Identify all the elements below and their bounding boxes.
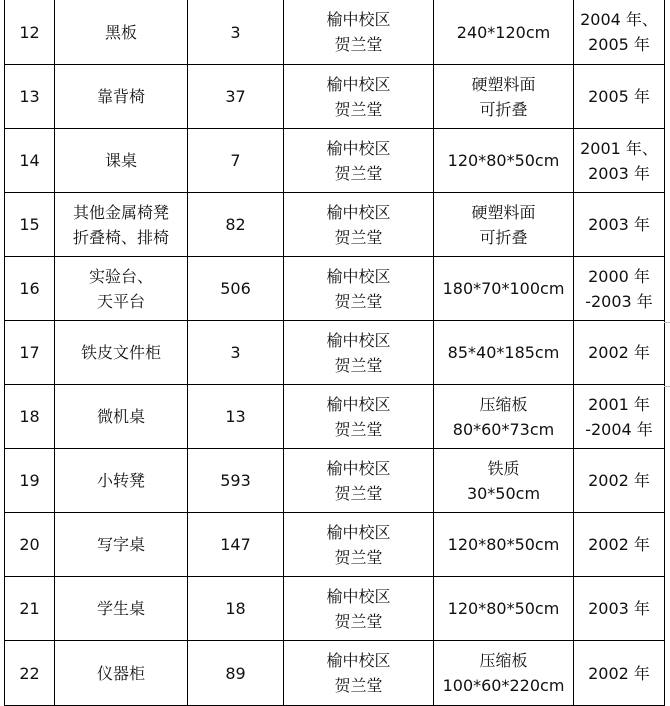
cell-spec-line: 120*80*50cm (447, 599, 560, 618)
table-row (5, 321, 665, 385)
cell-number: 14 (5, 129, 55, 193)
cell-year-line: 2001 年 (588, 394, 650, 414)
cell-location-line: 榆中校区 (326, 586, 391, 606)
cell-location (284, 577, 434, 641)
cell-location-line: 贺兰堂 (334, 291, 383, 311)
cell-name-line: 课桌 (104, 151, 137, 170)
cell-year (574, 577, 665, 641)
cell-year-line: 2002 年 (588, 535, 650, 554)
cell-name-line: 天平台 (96, 291, 145, 311)
cell-location-line: 榆中校区 (326, 74, 391, 94)
cell-spec-line: 180*70*100cm (442, 279, 565, 298)
cell-year (574, 65, 665, 129)
cell-year-line: 2005 年 (588, 87, 650, 106)
cell-quantity: 7 (188, 129, 284, 193)
cell-number: 16 (5, 257, 55, 321)
cell-year-line: 2003 年 (588, 599, 650, 618)
cell-location (284, 449, 434, 513)
cell-spec (434, 321, 574, 385)
cell-location-line: 贺兰堂 (334, 547, 383, 567)
table-row (5, 65, 665, 129)
cell-spec-line: 可折叠 (479, 227, 528, 247)
cell-spec (434, 65, 574, 129)
cell-spec (434, 449, 574, 513)
cell-name (55, 577, 188, 641)
table-row (5, 193, 665, 257)
cell-quantity: 147 (188, 513, 284, 577)
cell-name-line: 微机桌 (96, 407, 145, 426)
cell-spec-line: 240*120cm (456, 22, 551, 42)
cell-number: 13 (5, 65, 55, 129)
table-row (5, 0, 665, 65)
cell-spec (434, 641, 574, 706)
cell-year-line: 2001 年、 (580, 138, 658, 158)
cell-spec-line: 30*50cm (466, 483, 541, 503)
cell-location-line: 贺兰堂 (334, 35, 383, 54)
cell-year-line: -2003 年 (585, 291, 653, 311)
cell-year-line: 2002 年 (588, 471, 650, 490)
table-row (5, 257, 665, 321)
cell-spec-line: 压缩板 (479, 394, 528, 414)
cell-location-line: 贺兰堂 (334, 99, 383, 119)
cell-spec (434, 513, 574, 577)
margin-mark (664, 386, 670, 387)
table-row (5, 641, 665, 706)
cell-name (55, 129, 188, 193)
cell-spec-line: 100*60*220cm (442, 676, 565, 695)
cell-location-line: 贺兰堂 (334, 227, 383, 247)
cell-location (284, 513, 434, 577)
cell-location-line: 榆中校区 (326, 202, 391, 222)
cell-number: 22 (5, 641, 55, 706)
cell-number: 21 (5, 577, 55, 641)
cell-name (55, 257, 188, 321)
cell-location (284, 385, 434, 449)
cell-name (55, 193, 188, 257)
cell-location-line: 贺兰堂 (334, 676, 383, 695)
cell-location-line: 榆中校区 (326, 266, 391, 286)
cell-number: 17 (5, 321, 55, 385)
cell-name-line: 实验台、 (88, 266, 153, 286)
cell-year (574, 129, 665, 193)
cell-spec-line: 80*60*73cm (452, 419, 555, 439)
cell-spec-line: 硬塑料面 (471, 74, 536, 94)
cell-year-line: 2002 年 (588, 663, 650, 683)
cell-name-line: 写字桌 (96, 535, 145, 554)
cell-name-line: 黑板 (104, 22, 137, 42)
cell-spec (434, 385, 574, 449)
cell-name-line: 仪器柜 (96, 663, 145, 683)
cell-location (284, 257, 434, 321)
cell-quantity: 506 (188, 257, 284, 321)
cell-name (55, 385, 188, 449)
table-row (5, 129, 665, 193)
cell-spec-line: 可折叠 (479, 99, 528, 119)
cell-spec-line: 120*80*50cm (447, 535, 560, 554)
cell-spec (434, 129, 574, 193)
asset-table (4, 0, 665, 706)
table-body (5, 0, 665, 706)
cell-location-line: 贺兰堂 (334, 611, 383, 631)
cell-spec (434, 577, 574, 641)
cell-quantity: 593 (188, 449, 284, 513)
cell-year (574, 513, 665, 577)
cell-location-line: 贺兰堂 (334, 355, 383, 375)
cell-year (574, 193, 665, 257)
cell-name-line: 铁皮文件柜 (80, 343, 161, 362)
cell-name (55, 321, 188, 385)
cell-quantity: 3 (188, 0, 284, 65)
cell-year-line: 2000 年 (588, 266, 650, 286)
cell-year (574, 385, 665, 449)
cell-number: 12 (5, 0, 55, 65)
cell-location-line: 榆中校区 (326, 458, 391, 478)
cell-name (55, 449, 188, 513)
cell-location-line: 榆中校区 (326, 10, 391, 29)
cell-location-line: 贺兰堂 (334, 419, 383, 439)
cell-number: 20 (5, 513, 55, 577)
cell-year (574, 257, 665, 321)
cell-year-line: 2004 年、 (580, 10, 658, 29)
cell-year-line: 2005 年 (588, 35, 650, 54)
cell-spec-line: 硬塑料面 (471, 202, 536, 222)
cell-location-line: 榆中校区 (326, 651, 391, 670)
cell-quantity: 89 (188, 641, 284, 706)
cell-quantity: 18 (188, 577, 284, 641)
cell-location (284, 0, 434, 65)
cell-year (574, 641, 665, 706)
cell-quantity: 3 (188, 321, 284, 385)
cell-year-line: 2003 年 (588, 215, 650, 234)
cell-location (284, 193, 434, 257)
cell-number: 18 (5, 385, 55, 449)
cell-year (574, 449, 665, 513)
cell-name-line: 靠背椅 (96, 87, 145, 106)
cell-location-line: 榆中校区 (326, 330, 391, 350)
cell-spec-line: 压缩板 (479, 651, 528, 670)
cell-spec-line: 120*80*50cm (447, 151, 560, 170)
cell-location (284, 321, 434, 385)
cell-spec-line: 铁质 (487, 458, 520, 478)
cell-year (574, 321, 665, 385)
cell-number: 15 (5, 193, 55, 257)
cell-year-line: 2002 年 (588, 343, 650, 362)
cell-name-line: 小转凳 (96, 471, 145, 490)
cell-year-line: 2003 年 (588, 163, 650, 183)
cell-spec (434, 193, 574, 257)
cell-location-line: 榆中校区 (326, 394, 391, 414)
cell-location-line: 贺兰堂 (334, 163, 383, 183)
table-row (5, 449, 665, 513)
cell-name-line: 其他金属椅凳 (72, 202, 169, 222)
cell-name-line: 折叠椅、排椅 (72, 227, 169, 247)
cell-spec (434, 0, 574, 65)
cell-location-line: 贺兰堂 (334, 483, 383, 503)
cell-spec (434, 257, 574, 321)
cell-location-line: 榆中校区 (326, 138, 391, 158)
cell-location (284, 129, 434, 193)
table-row (5, 577, 665, 641)
cell-number: 19 (5, 449, 55, 513)
cell-name-line: 学生桌 (96, 599, 145, 618)
table-row (5, 513, 665, 577)
cell-location-line: 榆中校区 (326, 522, 391, 542)
cell-name (55, 513, 188, 577)
cell-location (284, 65, 434, 129)
cell-location (284, 641, 434, 706)
cell-name (55, 641, 188, 706)
table-row (5, 385, 665, 449)
cell-year-line: -2004 年 (585, 419, 653, 439)
cell-name (55, 0, 188, 65)
cell-quantity: 13 (188, 385, 284, 449)
cell-name (55, 65, 188, 129)
cell-quantity: 37 (188, 65, 284, 129)
cell-quantity: 82 (188, 193, 284, 257)
cell-year (574, 0, 665, 65)
cell-spec-line: 85*40*185cm (447, 343, 560, 362)
margin-mark (664, 322, 670, 323)
